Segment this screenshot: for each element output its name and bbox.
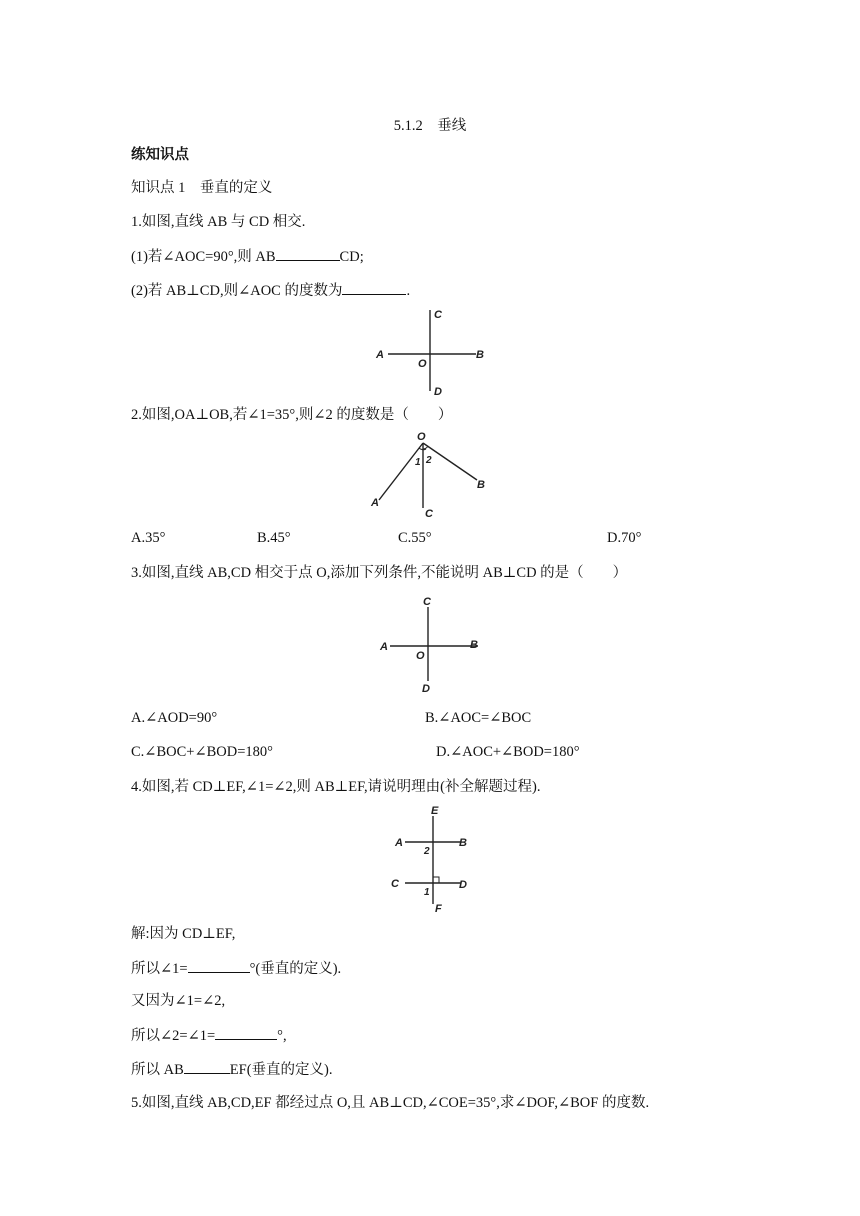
q4-sol5-blank[interactable] bbox=[184, 1059, 230, 1074]
fig3-label-a: A bbox=[380, 641, 388, 653]
fig3-label-d: D bbox=[422, 683, 430, 695]
fig4-label-a: A bbox=[395, 837, 403, 849]
q2-option-c[interactable]: C.55° bbox=[398, 530, 432, 546]
fig1-label-o: O bbox=[418, 358, 427, 370]
q4-sol5-text: 所以 AB bbox=[131, 1062, 184, 1078]
q3-option-a[interactable]: A.∠AOD=90° bbox=[131, 710, 218, 726]
fig1-label-a: A bbox=[376, 349, 384, 361]
q1-part1 bbox=[131, 246, 364, 267]
q3-stem: 3.如图,直线 AB,CD 相交于点 O,添加下列条件,不能说明 AB⊥CD 的是（ ） bbox=[131, 565, 628, 581]
q4-solution-line-1: 解:因为 CD⊥EF, bbox=[131, 926, 236, 942]
section-heading: 练知识点 bbox=[131, 147, 189, 163]
q3-option-b[interactable]: B.∠AOC=∠BOC bbox=[425, 710, 532, 726]
q5-stem: 5.如图,直线 AB,CD,EF 都经过点 O,且 AB⊥CD,∠COE=35°,求∠DOF,∠BOF 的度数. bbox=[131, 1095, 650, 1111]
fig1-label-d: D bbox=[434, 386, 442, 398]
fig2-label-b: B bbox=[477, 479, 485, 491]
fig4-label-d: D bbox=[459, 879, 467, 891]
page-title: 5.1.2 垂线 bbox=[393, 118, 467, 134]
q2-option-d[interactable]: D.70° bbox=[607, 530, 642, 546]
fig2-label-c: C bbox=[425, 508, 433, 520]
q2-stem: 2.如图,OA⊥OB,若∠1=35°,则∠2 的度数是（ ） bbox=[131, 407, 453, 423]
q1-part2-blank[interactable] bbox=[342, 280, 406, 295]
q1-stem: 1.如图,直线 AB 与 CD 相交. bbox=[131, 214, 306, 230]
q4-stem: 4.如图,若 CD⊥EF,∠1=∠2,则 AB⊥EF,请说明理由(补全解题过程). bbox=[131, 779, 541, 795]
q2-figure bbox=[365, 428, 500, 523]
q4-sol2-text: 所以∠1= bbox=[131, 961, 188, 977]
fig4-label-1: 1 bbox=[424, 887, 430, 898]
fig3-label-c: C bbox=[423, 596, 431, 608]
q3-figure bbox=[372, 593, 492, 695]
fig4-label-e: E bbox=[431, 805, 439, 817]
fig2-label-a: A bbox=[371, 497, 379, 509]
knowledge-point-heading: 知识点 1 垂直的定义 bbox=[131, 180, 273, 196]
fig4-label-b: B bbox=[459, 837, 467, 849]
q2-option-a[interactable]: A.35° bbox=[131, 530, 166, 546]
q4-sol2-tail: °(垂直的定义). bbox=[249, 961, 342, 977]
q1-part2 bbox=[131, 280, 410, 301]
fig4-label-2: 2 bbox=[424, 846, 430, 857]
q4-solution-line-5 bbox=[131, 1059, 333, 1080]
q4-sol4-tail: °, bbox=[277, 1028, 287, 1044]
q4-sol4-blank[interactable] bbox=[215, 1025, 277, 1040]
fig3-label-o: O bbox=[416, 650, 425, 662]
fig4-label-c: C bbox=[391, 878, 399, 890]
q4-sol2-blank[interactable] bbox=[188, 958, 250, 973]
fig2-label-1: 1 bbox=[415, 457, 421, 468]
q1-part1-text: (1)若∠AOC=90°,则 AB bbox=[131, 249, 276, 265]
q4-solution-line-4 bbox=[131, 1025, 287, 1046]
q3-option-d[interactable]: D.∠AOC+∠BOD=180° bbox=[436, 744, 580, 760]
q4-sol5-tail: EF(垂直的定义). bbox=[229, 1062, 333, 1078]
q1-part1-tail: CD; bbox=[339, 249, 364, 265]
q1-figure bbox=[370, 305, 490, 400]
fig2-label-o: O bbox=[417, 431, 426, 443]
q1-part2-tail: . bbox=[406, 283, 411, 299]
fig2-label-2: 2 bbox=[426, 455, 432, 466]
fig1-label-b: B bbox=[476, 349, 484, 361]
q4-sol4-text: 所以∠2=∠1= bbox=[131, 1028, 216, 1044]
fig4-label-f: F bbox=[435, 903, 442, 915]
q4-solution-line-3: 又因为∠1=∠2, bbox=[131, 993, 226, 1009]
fig1-label-c: C bbox=[434, 309, 442, 321]
q1-part2-text: (2)若 AB⊥CD,则∠AOC 的度数为 bbox=[131, 283, 343, 299]
q4-figure bbox=[385, 800, 485, 918]
fig3-label-b: B bbox=[470, 639, 478, 651]
q1-part1-blank[interactable] bbox=[276, 246, 340, 261]
q2-option-b[interactable]: B.45° bbox=[257, 530, 291, 546]
q4-solution-line-2 bbox=[131, 958, 341, 979]
q3-option-c[interactable]: C.∠BOC+∠BOD=180° bbox=[131, 744, 273, 760]
